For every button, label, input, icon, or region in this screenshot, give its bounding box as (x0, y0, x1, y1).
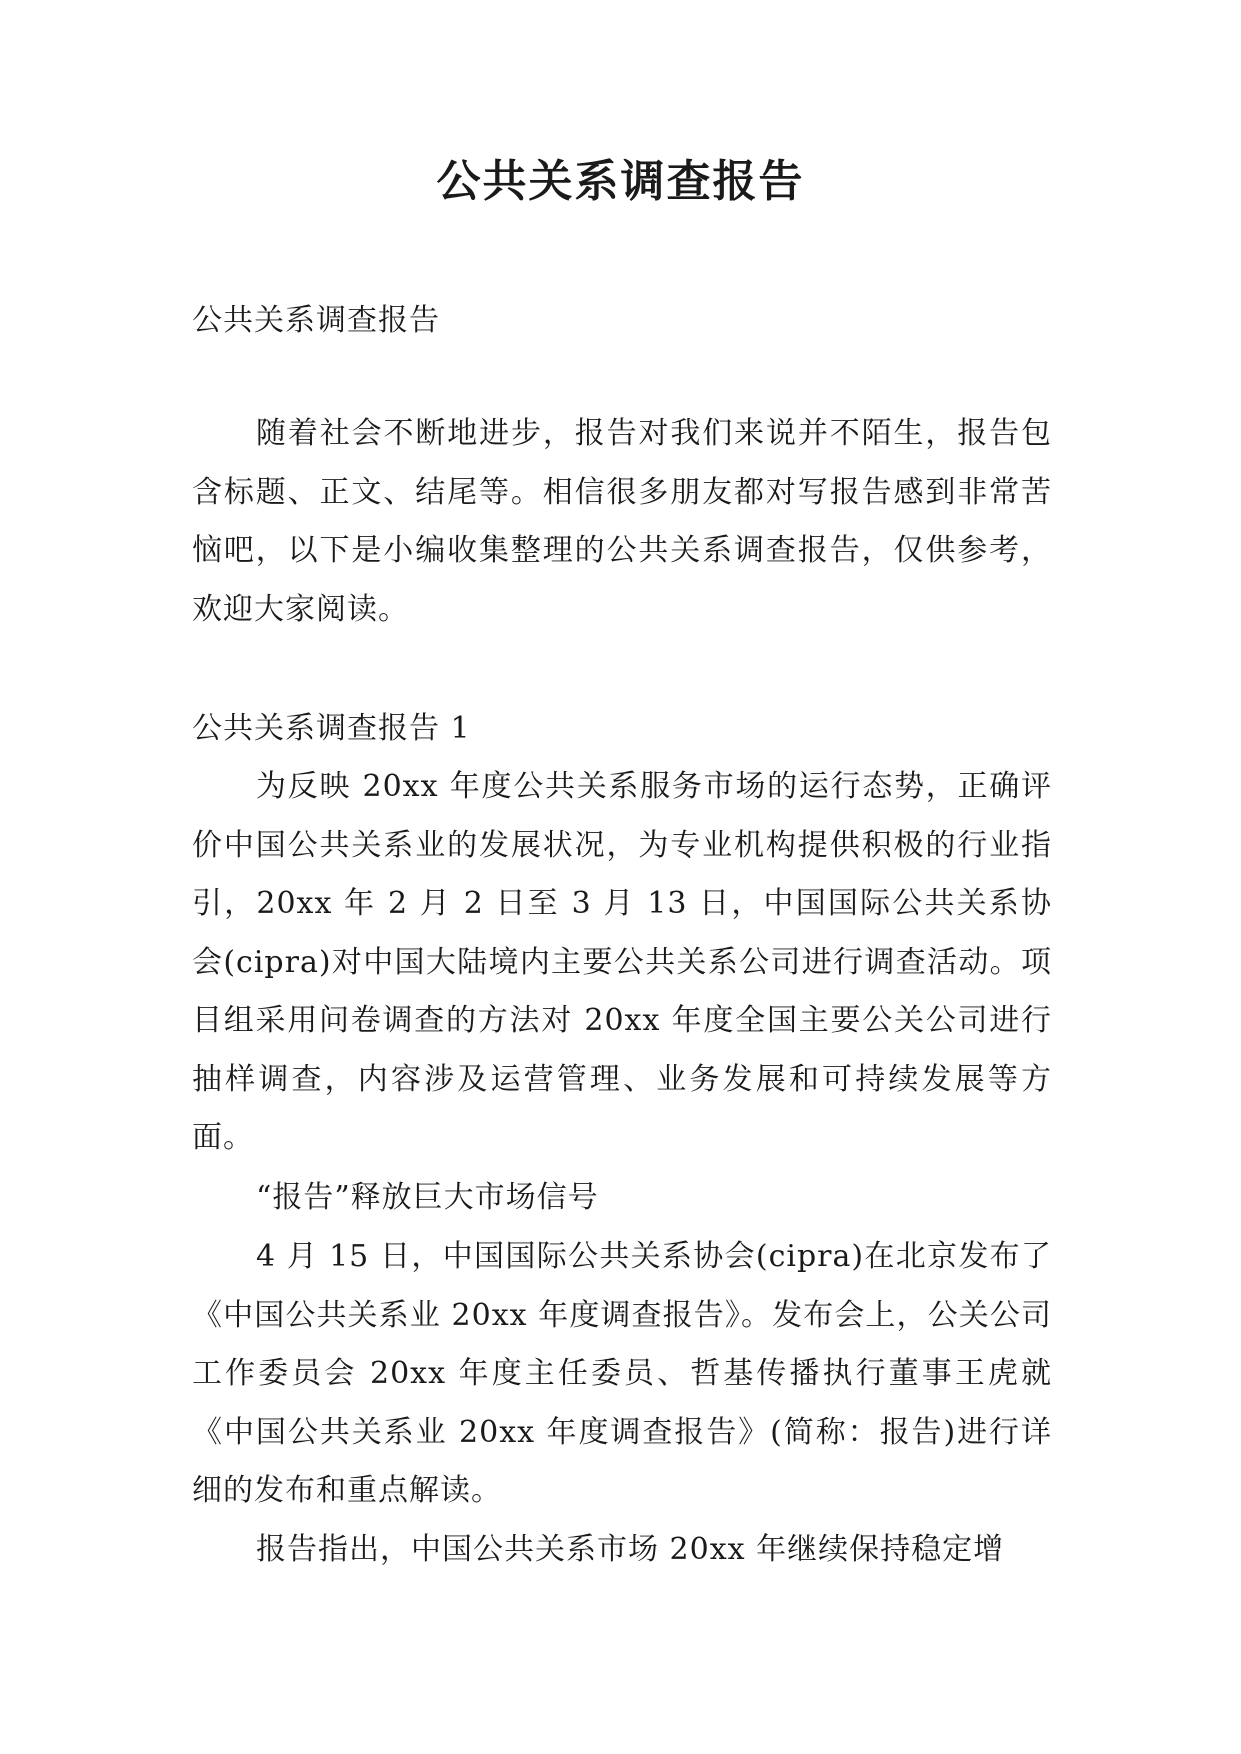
quote-heading: “报告”释放巨大市场信号 (256, 1180, 599, 1215)
section-heading: 公共关系调查报告 1 (192, 711, 471, 746)
document-subtitle: 公共关系调查报告 (192, 303, 440, 338)
intro-paragraph: 随着社会不断地进步，报告对我们来说并不陌生，报告包含标题、正文、结尾等。相信很多朋友都对写报告感到非常苦恼吧，以下是小编收集整理的公共关系调查报告，仅供参考，欢迎大家阅读。 (192, 416, 1052, 627)
section-paragraph: 报告指出，中国公共关系市场 20xx 年继续保持稳定增 (256, 1532, 1005, 1567)
section-paragraph: 4 月 15 日，中国国际公共关系协会(cipra)在北京发布了《中国公共关系业 20xx 年度调查报告》。发布会上，公关公司工作委员会 20xx 年度主任委员、哲基传播执行董事王虎就《中国公共关系业 20xx 年度调查报告》(简称：报告)进行详细的发布和重点解读。 (192, 1239, 1052, 1508)
document-title: 公共关系调查报告 (436, 156, 805, 207)
section-paragraph: 为反映 20xx 年度公共关系服务市场的运行态势，正确评价中国公共关系业的发展状况，为专业机构提供积极的行业指引，20xx 年 2 月 2 日至 3 月 13 日，中国国际公共关系协会(cipra)对中国大陆境内主要公共关系公司进行调查活动。项目组采用问卷调查的方法对 20xx 年度全国主要公关公司进行抽样调查，内容涉及运营管理、业务发展和可持续发展等方面。 (192, 769, 1052, 1155)
